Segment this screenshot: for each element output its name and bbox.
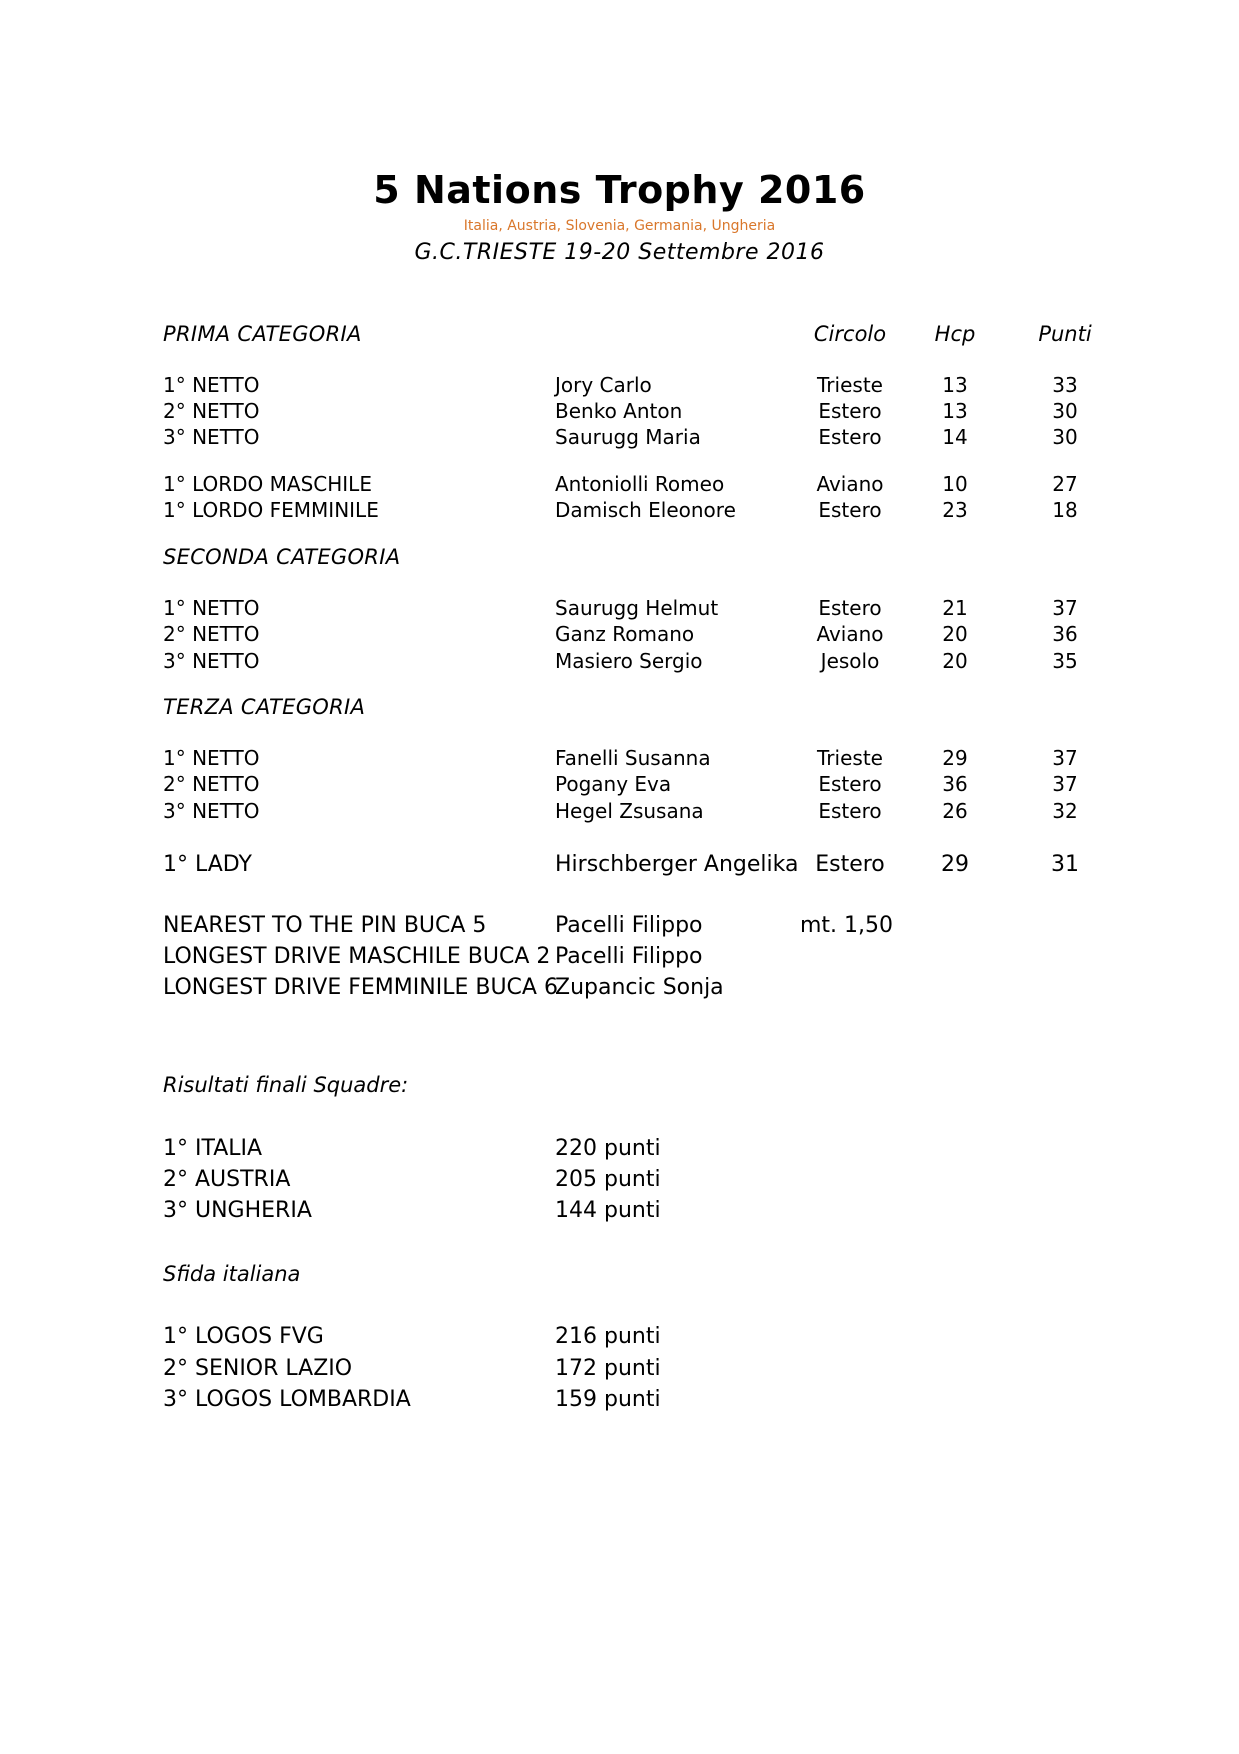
row-hcp: 14 <box>942 425 968 449</box>
row-hcp: 20 <box>942 649 968 673</box>
col-punti: Punti <box>1038 322 1092 346</box>
row-name: Fanelli Susanna <box>555 746 711 770</box>
row-label: 3° NETTO <box>163 649 260 673</box>
team-points: 220 punti <box>555 1136 661 1161</box>
row-circolo: Estero <box>818 799 882 823</box>
row-punti: 37 <box>1052 746 1078 770</box>
row-name: Damisch Eleonore <box>555 498 736 522</box>
row-circolo: Trieste <box>817 373 883 397</box>
row-name: Ganz Romano <box>555 622 695 646</box>
team-label: 1° LOGOS FVG <box>163 1324 324 1349</box>
row-name: Jory Carlo <box>555 373 652 397</box>
row-name: Pogany Eva <box>555 772 672 796</box>
squadre-heading: Risultati finali Squadre: <box>163 1073 409 1097</box>
special-name: Zupancic Sonja <box>555 975 724 1000</box>
prima-heading: PRIMA CATEGORIA <box>163 322 362 346</box>
row-punti: 31 <box>1051 852 1079 877</box>
row-label: 2° NETTO <box>163 622 260 646</box>
row-punti: 36 <box>1052 622 1078 646</box>
team-points: 205 punti <box>555 1167 661 1192</box>
team-label: 2° SENIOR LAZIO <box>163 1356 353 1381</box>
col-hcp: Hcp <box>934 322 976 346</box>
row-label: 1° LORDO MASCHILE <box>163 472 372 496</box>
row-hcp: 26 <box>942 799 968 823</box>
sfida-heading: Sfida italiana <box>163 1262 301 1286</box>
special-name: Pacelli Filippo <box>555 944 703 969</box>
row-punti: 27 <box>1052 472 1078 496</box>
row-hcp: 20 <box>942 622 968 646</box>
venue-date: G.C.TRIESTE 19-20 Settembre 2016 <box>414 240 825 265</box>
row-name: Hegel Zsusana <box>555 799 704 823</box>
row-hcp: 13 <box>942 399 968 423</box>
team-label: 3° UNGHERIA <box>163 1198 312 1223</box>
row-punti: 35 <box>1052 649 1078 673</box>
row-circolo: Aviano <box>816 622 884 646</box>
special-label: NEAREST TO THE PIN BUCA 5 <box>163 913 487 938</box>
col-circolo: Circolo <box>813 322 887 346</box>
team-label: 2° AUSTRIA <box>163 1167 291 1192</box>
team-points: 216 punti <box>555 1324 661 1349</box>
row-circolo: Estero <box>818 596 882 620</box>
row-circolo: Aviano <box>816 472 884 496</box>
row-name: Saurugg Maria <box>555 425 701 449</box>
row-label: 3° NETTO <box>163 425 260 449</box>
row-punti: 37 <box>1052 772 1078 796</box>
row-label: 1° NETTO <box>163 373 260 397</box>
special-label: LONGEST DRIVE MASCHILE BUCA 2 <box>163 944 551 969</box>
row-hcp: 23 <box>942 498 968 522</box>
row-punti: 33 <box>1052 373 1078 397</box>
special-name: Pacelli Filippo <box>555 913 703 938</box>
special-value: mt. 1,50 <box>800 913 894 938</box>
row-circolo: Estero <box>818 498 882 522</box>
row-punti: 37 <box>1052 596 1078 620</box>
row-hcp: 36 <box>942 772 968 796</box>
terza-heading: TERZA CATEGORIA <box>163 695 366 719</box>
row-punti: 30 <box>1052 399 1078 423</box>
row-label: 1° LORDO FEMMINILE <box>163 498 379 522</box>
team-points: 144 punti <box>555 1198 661 1223</box>
row-name: Saurugg Helmut <box>555 596 719 620</box>
row-hcp: 29 <box>941 852 969 877</box>
row-circolo: Trieste <box>817 746 883 770</box>
row-circolo: Jesolo <box>820 649 880 673</box>
row-name: Masiero Sergio <box>555 649 703 673</box>
page-title: 5 Nations Trophy 2016 <box>373 168 866 212</box>
row-hcp: 10 <box>942 472 968 496</box>
row-hcp: 21 <box>942 596 968 620</box>
row-name: Antoniolli Romeo <box>555 472 725 496</box>
row-punti: 30 <box>1052 425 1078 449</box>
row-circolo: Estero <box>818 772 882 796</box>
row-label: 2° NETTO <box>163 399 260 423</box>
row-punti: 32 <box>1052 799 1078 823</box>
row-hcp: 13 <box>942 373 968 397</box>
row-circolo: Estero <box>818 425 882 449</box>
row-hcp: 29 <box>942 746 968 770</box>
row-name: Hirschberger Angelika <box>555 852 799 877</box>
row-label: 1° LADY <box>163 852 252 877</box>
row-label: 3° NETTO <box>163 799 260 823</box>
team-label: 1° ITALIA <box>163 1136 263 1161</box>
row-label: 2° NETTO <box>163 772 260 796</box>
row-label: 1° NETTO <box>163 596 260 620</box>
nations-subtitle: Italia, Austria, Slovenia, Germania, Ungheria <box>463 218 776 234</box>
row-punti: 18 <box>1052 498 1078 522</box>
team-points: 159 punti <box>555 1387 661 1412</box>
special-label: LONGEST DRIVE FEMMINILE BUCA 6 <box>163 975 558 1000</box>
team-points: 172 punti <box>555 1356 661 1381</box>
row-label: 1° NETTO <box>163 746 260 770</box>
row-circolo: Estero <box>815 852 885 877</box>
team-label: 3° LOGOS LOMBARDIA <box>163 1387 411 1412</box>
seconda-heading: SECONDA CATEGORIA <box>163 545 401 569</box>
row-name: Benko Anton <box>555 399 683 423</box>
row-circolo: Estero <box>818 399 882 423</box>
